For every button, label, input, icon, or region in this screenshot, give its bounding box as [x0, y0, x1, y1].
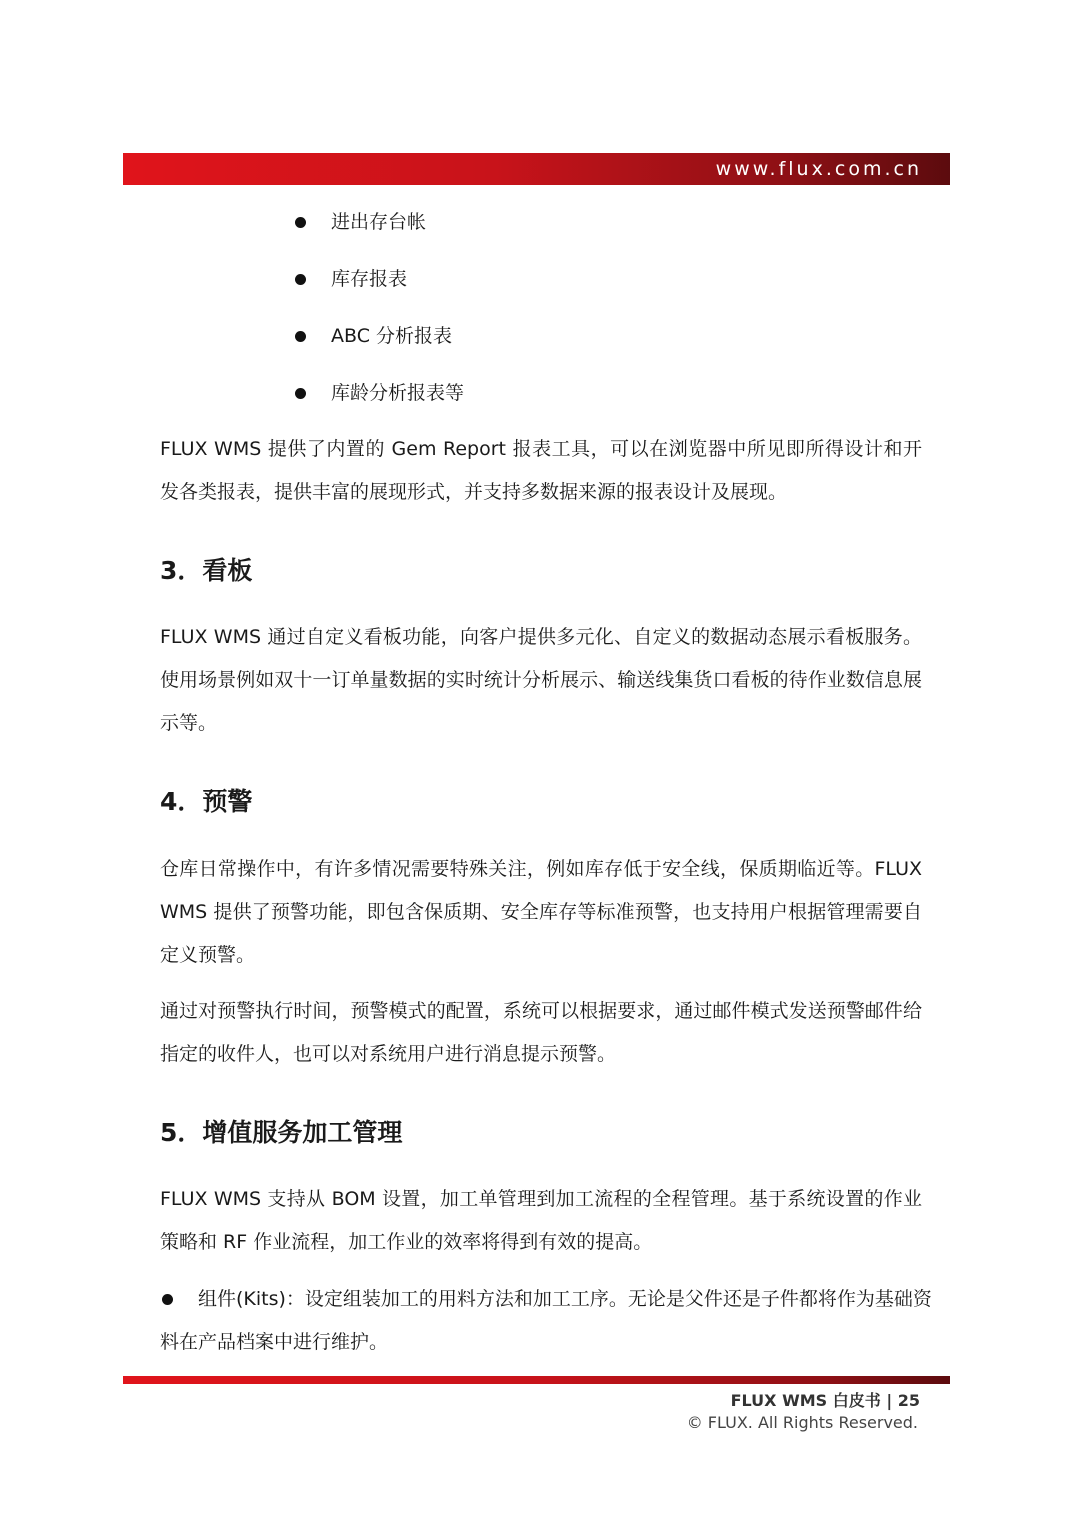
bullet-icon	[162, 1294, 173, 1305]
header-url: www.flux.com.cn	[715, 158, 922, 180]
vas-paragraph: FLUX WMS 支持从 BOM 设置，加工单管理到加工流程的全程管理。基于系统设置的作业策略和 RF 作业流程，加工作业的效率将得到有效的提高。	[160, 1188, 922, 1253]
section-heading-alert: 4．预警	[160, 787, 253, 816]
list-item: ABC 分析报表	[160, 321, 922, 351]
bullet-icon	[295, 388, 306, 399]
footer-copyright: © FLUX. All Rights Reserved.	[686, 1413, 918, 1432]
footer-doc-title: FLUX WMS 白皮书	[730, 1391, 881, 1410]
list-item: 进出存台帐	[160, 207, 922, 237]
bullet-icon	[295, 217, 306, 228]
alert-paragraph-1: 仓库日常操作中，有许多情况需要特殊关注，例如库存低于安全线，保质期临近等。FLUX WMS 提供了预警功能，即包含保质期、安全库存等标准预警，也支持用户根据管理需要自定义预警。	[160, 858, 922, 966]
footer-separator: |	[886, 1391, 893, 1410]
page-number: 25	[897, 1391, 920, 1410]
bullet-icon	[295, 274, 306, 285]
report-tool-paragraph: FLUX WMS 提供了内置的 Gem Report 报表工具，可以在浏览器中所见即所得设计和开发各类报表，提供丰富的展现形式，并支持多数据来源的报表设计及展现。	[160, 438, 922, 503]
list-item: 库龄分析报表等	[160, 378, 922, 408]
footer-banner	[123, 1376, 950, 1384]
footer-doc-info	[731, 1390, 920, 1412]
alert-paragraph-2: 通过对预警执行时间，预警模式的配置，系统可以根据要求，通过邮件模式发送预警邮件给指定的收件人，也可以对系统用户进行消息提示预警。	[160, 1000, 922, 1065]
list-item: 组件(Kits)：设定组装加工的用料方法和加工工序。无论是父件还是子件都将作为基础资	[160, 1284, 922, 1314]
header-banner	[123, 153, 950, 185]
section-heading-vas: 5．增值服务加工管理	[160, 1118, 403, 1147]
section-heading-dashboard: 3．看板	[160, 556, 253, 585]
dashboard-paragraph: FLUX WMS 通过自定义看板功能，向客户提供多元化、自定义的数据动态展示看板服务。使用场景例如双十一订单量数据的实时统计分析展示、输送线集货口看板的待作业数信息展示等。	[160, 626, 922, 734]
list-item-continuation: 料在产品档案中进行维护。	[160, 1331, 389, 1353]
list-item: 库存报表	[160, 264, 922, 294]
bullet-icon	[295, 331, 306, 342]
